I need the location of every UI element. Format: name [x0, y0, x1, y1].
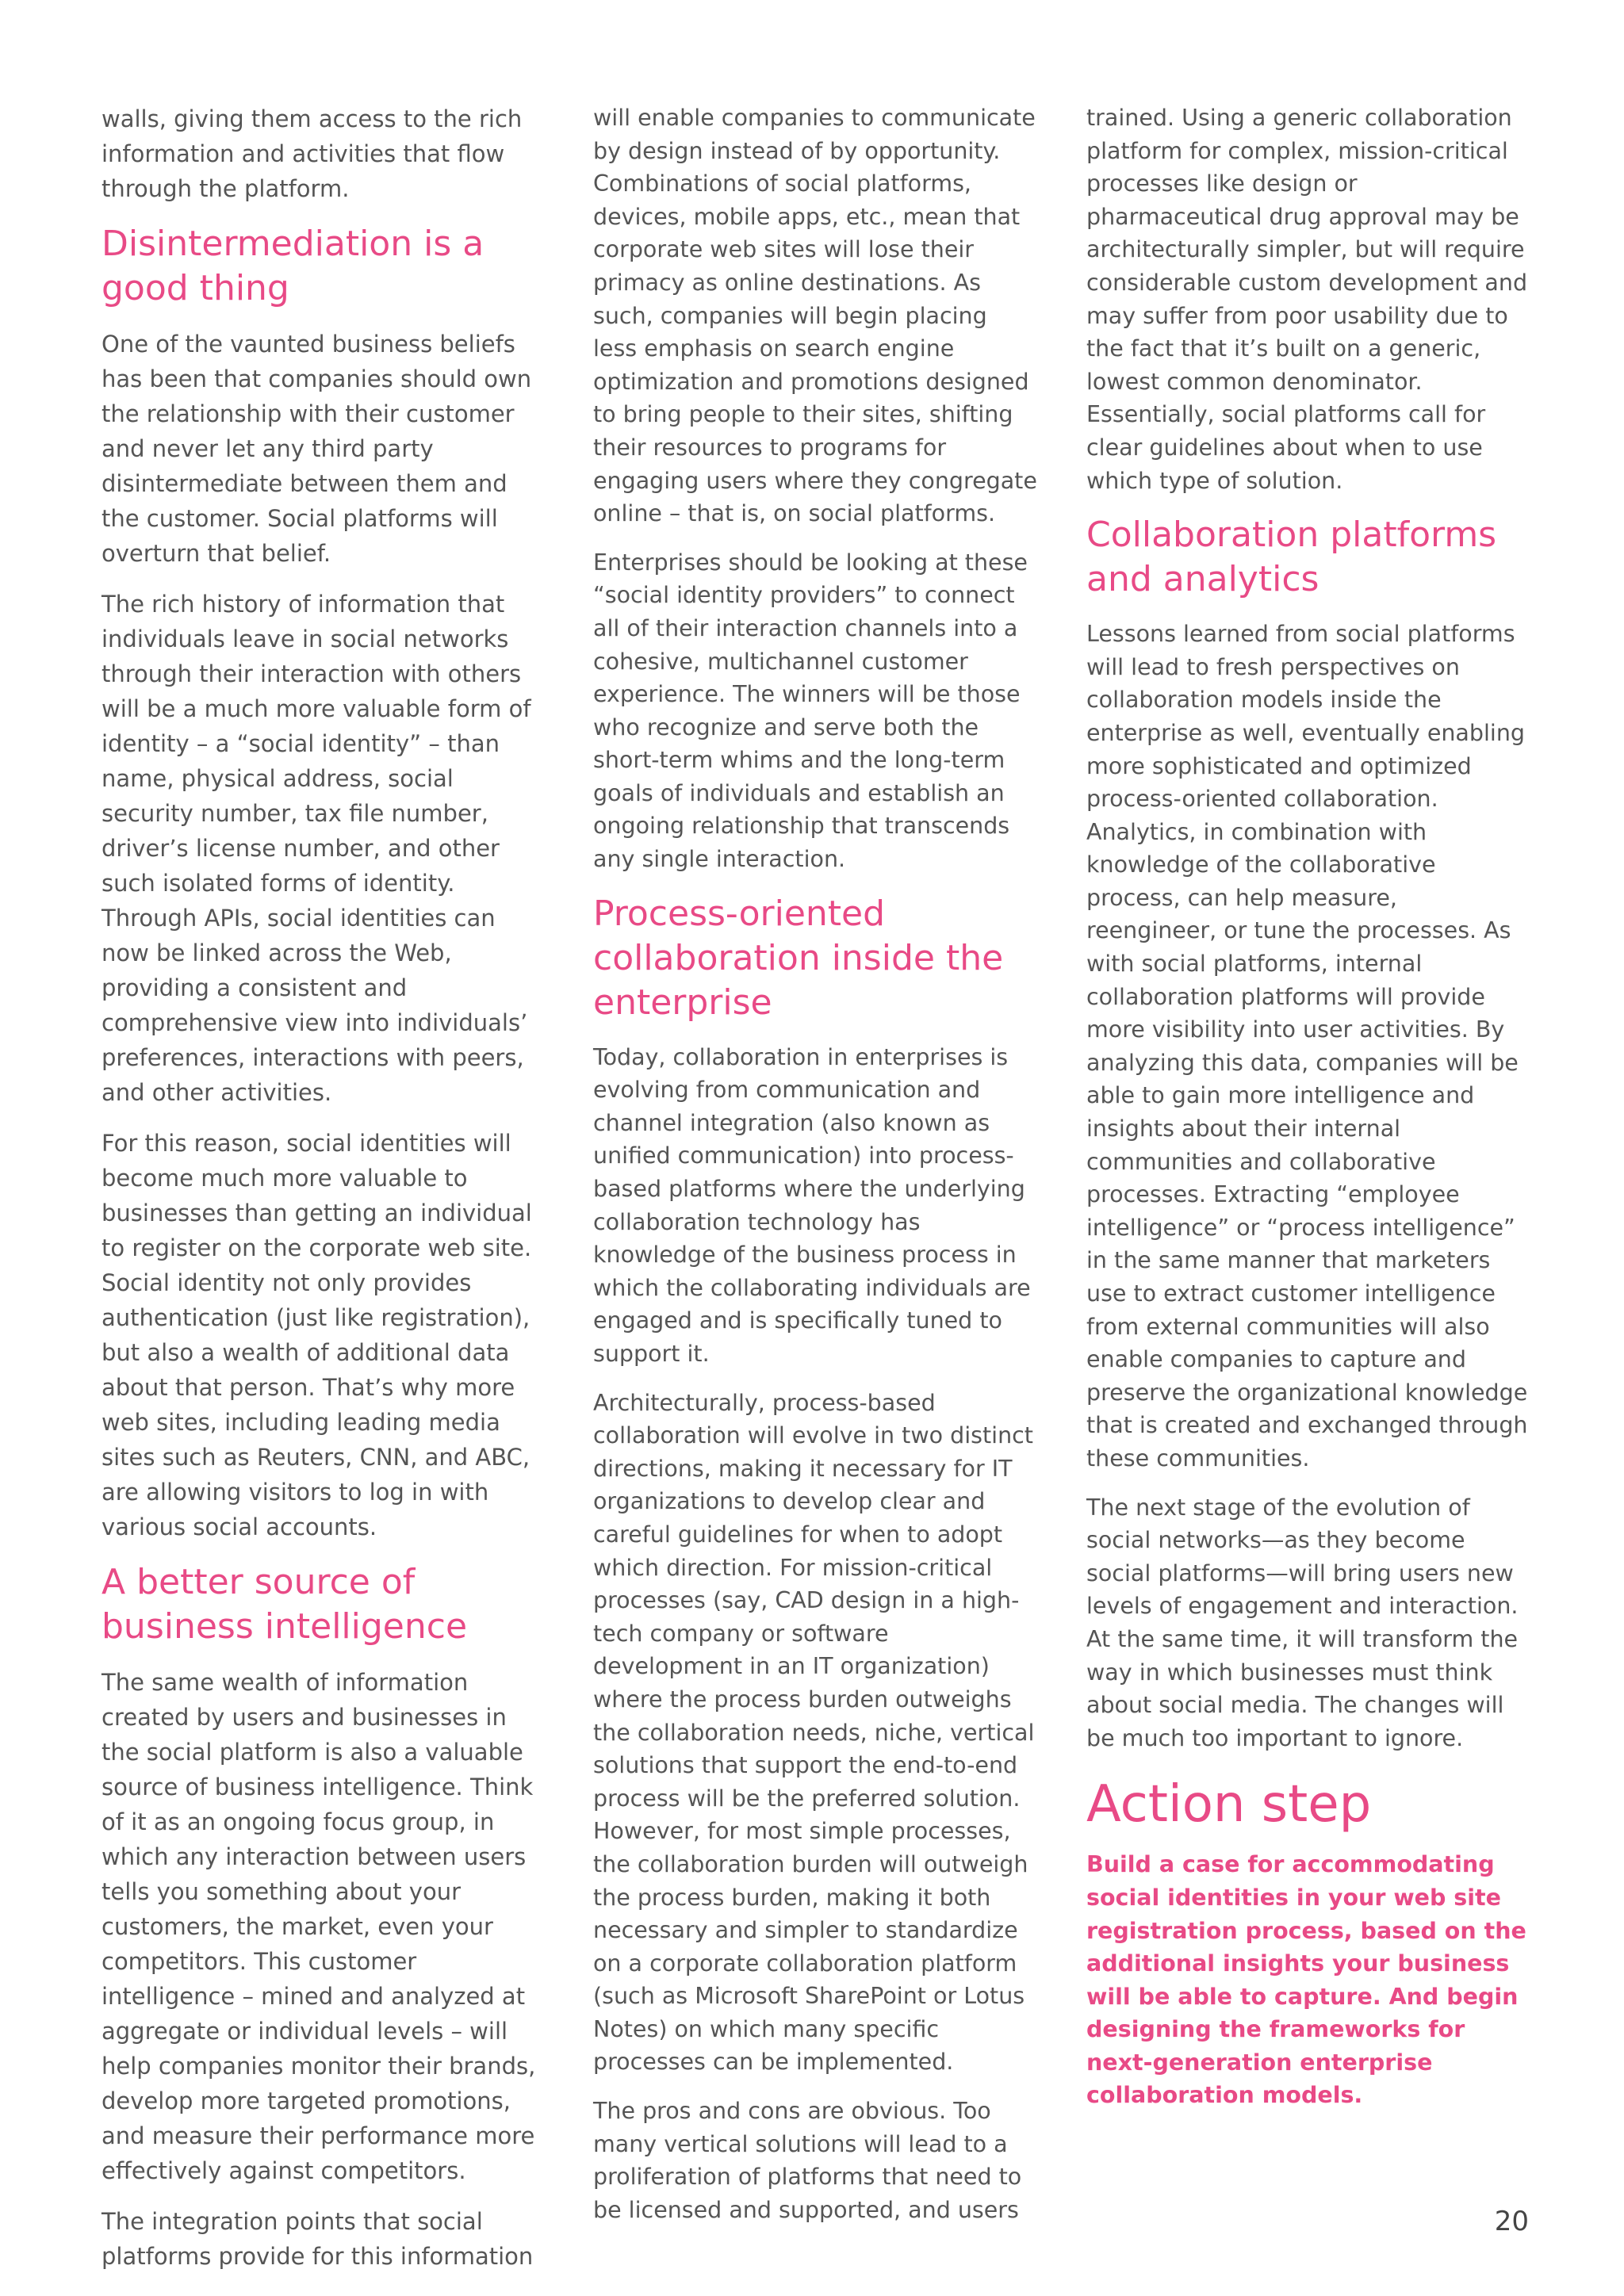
body-paragraph: will enable companies to communicate by design instead of by opportunity. Combinations of social platforms, devices, mobile apps, etc., mean that corporate web sites will lose their primacy as online destinations. As such, companies will begin placing less emphasis on search engine optimization and promotions designed to bring people to their sites, shifting their resources to programs for engaging users where they congregate online – that is, on social platforms. — [593, 105, 1037, 527]
body-paragraph: The next stage of the evolution of social networks—as they become social platforms—will bring users new levels of engagement and interaction. At the same time, it will transform the way in which businesses must think about social media. The changes will be much too important to ignore. — [1086, 1494, 1519, 1751]
section-heading: A better source of business intelligence — [102, 1562, 468, 1647]
body-paragraph: Architecturally, process-based collaboration will evolve in two distinct directions, making it necessary for IT organizations to develop clear and careful guidelines for when to adopt which direction. For mission-critical processes (say, CAD design in a high-tech company or software development in an IT organization) where the process burden outweighs the collaboration needs, niche, vertical solutions that support the end-to-end process will be the preferred solution. However, for most simple processes, the collaboration burden will outweigh the process burden, making it both necessary and simpler to standardize on a corporate collaboration platform (such as Microsoft SharePoint or Lotus Notes) on which many specific processes can be implemented. — [593, 1389, 1035, 2076]
body-paragraph: walls, giving them access to the rich information and activities that flow through the platform. — [102, 105, 523, 202]
body-paragraph: Today, collaboration in enterprises is evolving from communication and channel integration (also known as unified communication) into process-based platforms where the underlying collaboration technology has knowledge of the business process in which the collaborating individuals are engaged and is specifically tuned to support it. — [593, 1043, 1031, 1367]
section-heading: Collaboration platforms and analytics — [1086, 515, 1497, 600]
body-paragraph: For this reason, social identities will become much more valuable to businesses than getting an individual to register on the corporate web site. Social identity not only provides authentication (just like registration), but also a wealth of additional data about that person. That’s why more web sites, including leading media sites such as Reuters, CNN, and ABC, are allowing visitors to log in with various social accounts. — [102, 1130, 532, 1540]
column-right — [1086, 101, 1530, 2128]
column-left — [102, 101, 546, 2290]
body-paragraph: trained. Using a generic collaboration platform for complex, mission-critical processes like design or pharmaceutical drug approval may be architecturally simpler, but will require considerable custom development and may suffer from poor usability due to the fact that it’s built on a generic, lowest common denominator. Essentially, social platforms call for clear guidelines about when to use which type of solution. — [1086, 105, 1528, 494]
body-paragraph: The same wealth of information created by users and businesses in the social platform is also a valuable source of business intelligence. Think of it as an ongoing focus group, in which any interaction between users tells you something about your customers, the market, even your competitors. This customer intelligence – mined and analyzed at aggregate or individual levels – will help companies monitor their brands, develop more targeted promotions, and measure their performance more effectively against competitors. — [102, 1669, 536, 2184]
body-paragraph: Enterprises should be looking at these “social identity providers” to connect all of their interaction channels into a cohesive, multichannel customer experience. The winners will be those who recognize and serve both the short-term whims and the long-term goals of individuals and establish an ongoing relationship that transcends any single interaction. — [593, 549, 1028, 873]
body-paragraph: The integration points that social platforms provide for this information — [102, 2208, 534, 2270]
body-paragraph: One of the vaunted business beliefs has been that companies should own the relationship with their customer and never let any third party disintermediate between them and the customer. Social platforms will overturn that belief. — [102, 331, 532, 567]
body-paragraph: The pros and cons are obvious. Too many vertical solutions will lead to a proliferation of platforms that need to be licensed and supported, and users — [593, 2098, 1022, 2223]
section-heading: Process-oriented collaboration inside the enterprise — [593, 893, 1004, 1023]
body-paragraph: Lessons learned from social platforms will lead to fresh perspectives on collaboration models inside the enterprise as well, eventually enabling more sophisticated and optimized process-oriented collaboration. Analytics, in combination with knowledge of the collaborative process, can help measure, reengineer, or tune the processes. As with social platforms, internal collaboration platforms will provide more visibility into user activities. By analyzing this data, companies will be able to gain more intelligence and insights about their internal communities and collaborative processes. Extracting “employee intelligence” or “process intelligence” in the same manner that marketers use to extract customer intelligence from external communities will also enable companies to capture and preserve the organizational knowledge that is created and exchanged through these communities. — [1086, 621, 1528, 1471]
body-paragraph: The rich history of information that individuals leave in social networks through their interaction with others will be a much more valuable form of identity – a “social identity” – than name, physical address, social security number, tax file number, driver’s license number, and other such isolated forms of identity. Through APIs, social identities can now be linked across the Web, providing a consistent and comprehensive view into individuals’ preferences, interactions with peers, and other activities. — [102, 591, 531, 1106]
section-heading: Disintermediation is a good thing — [102, 224, 485, 308]
page-number: 20 — [1494, 2206, 1529, 2237]
column-middle — [593, 101, 1037, 2242]
action-step-heading: Action step — [1086, 1775, 1372, 1835]
action-step-text: Build a case for accommodating social identities in your web site registration process, based on the additional insights your business will be able to capture. And begin designing the frameworks for next-generation enterprise collaboration models. — [1086, 1851, 1526, 2109]
